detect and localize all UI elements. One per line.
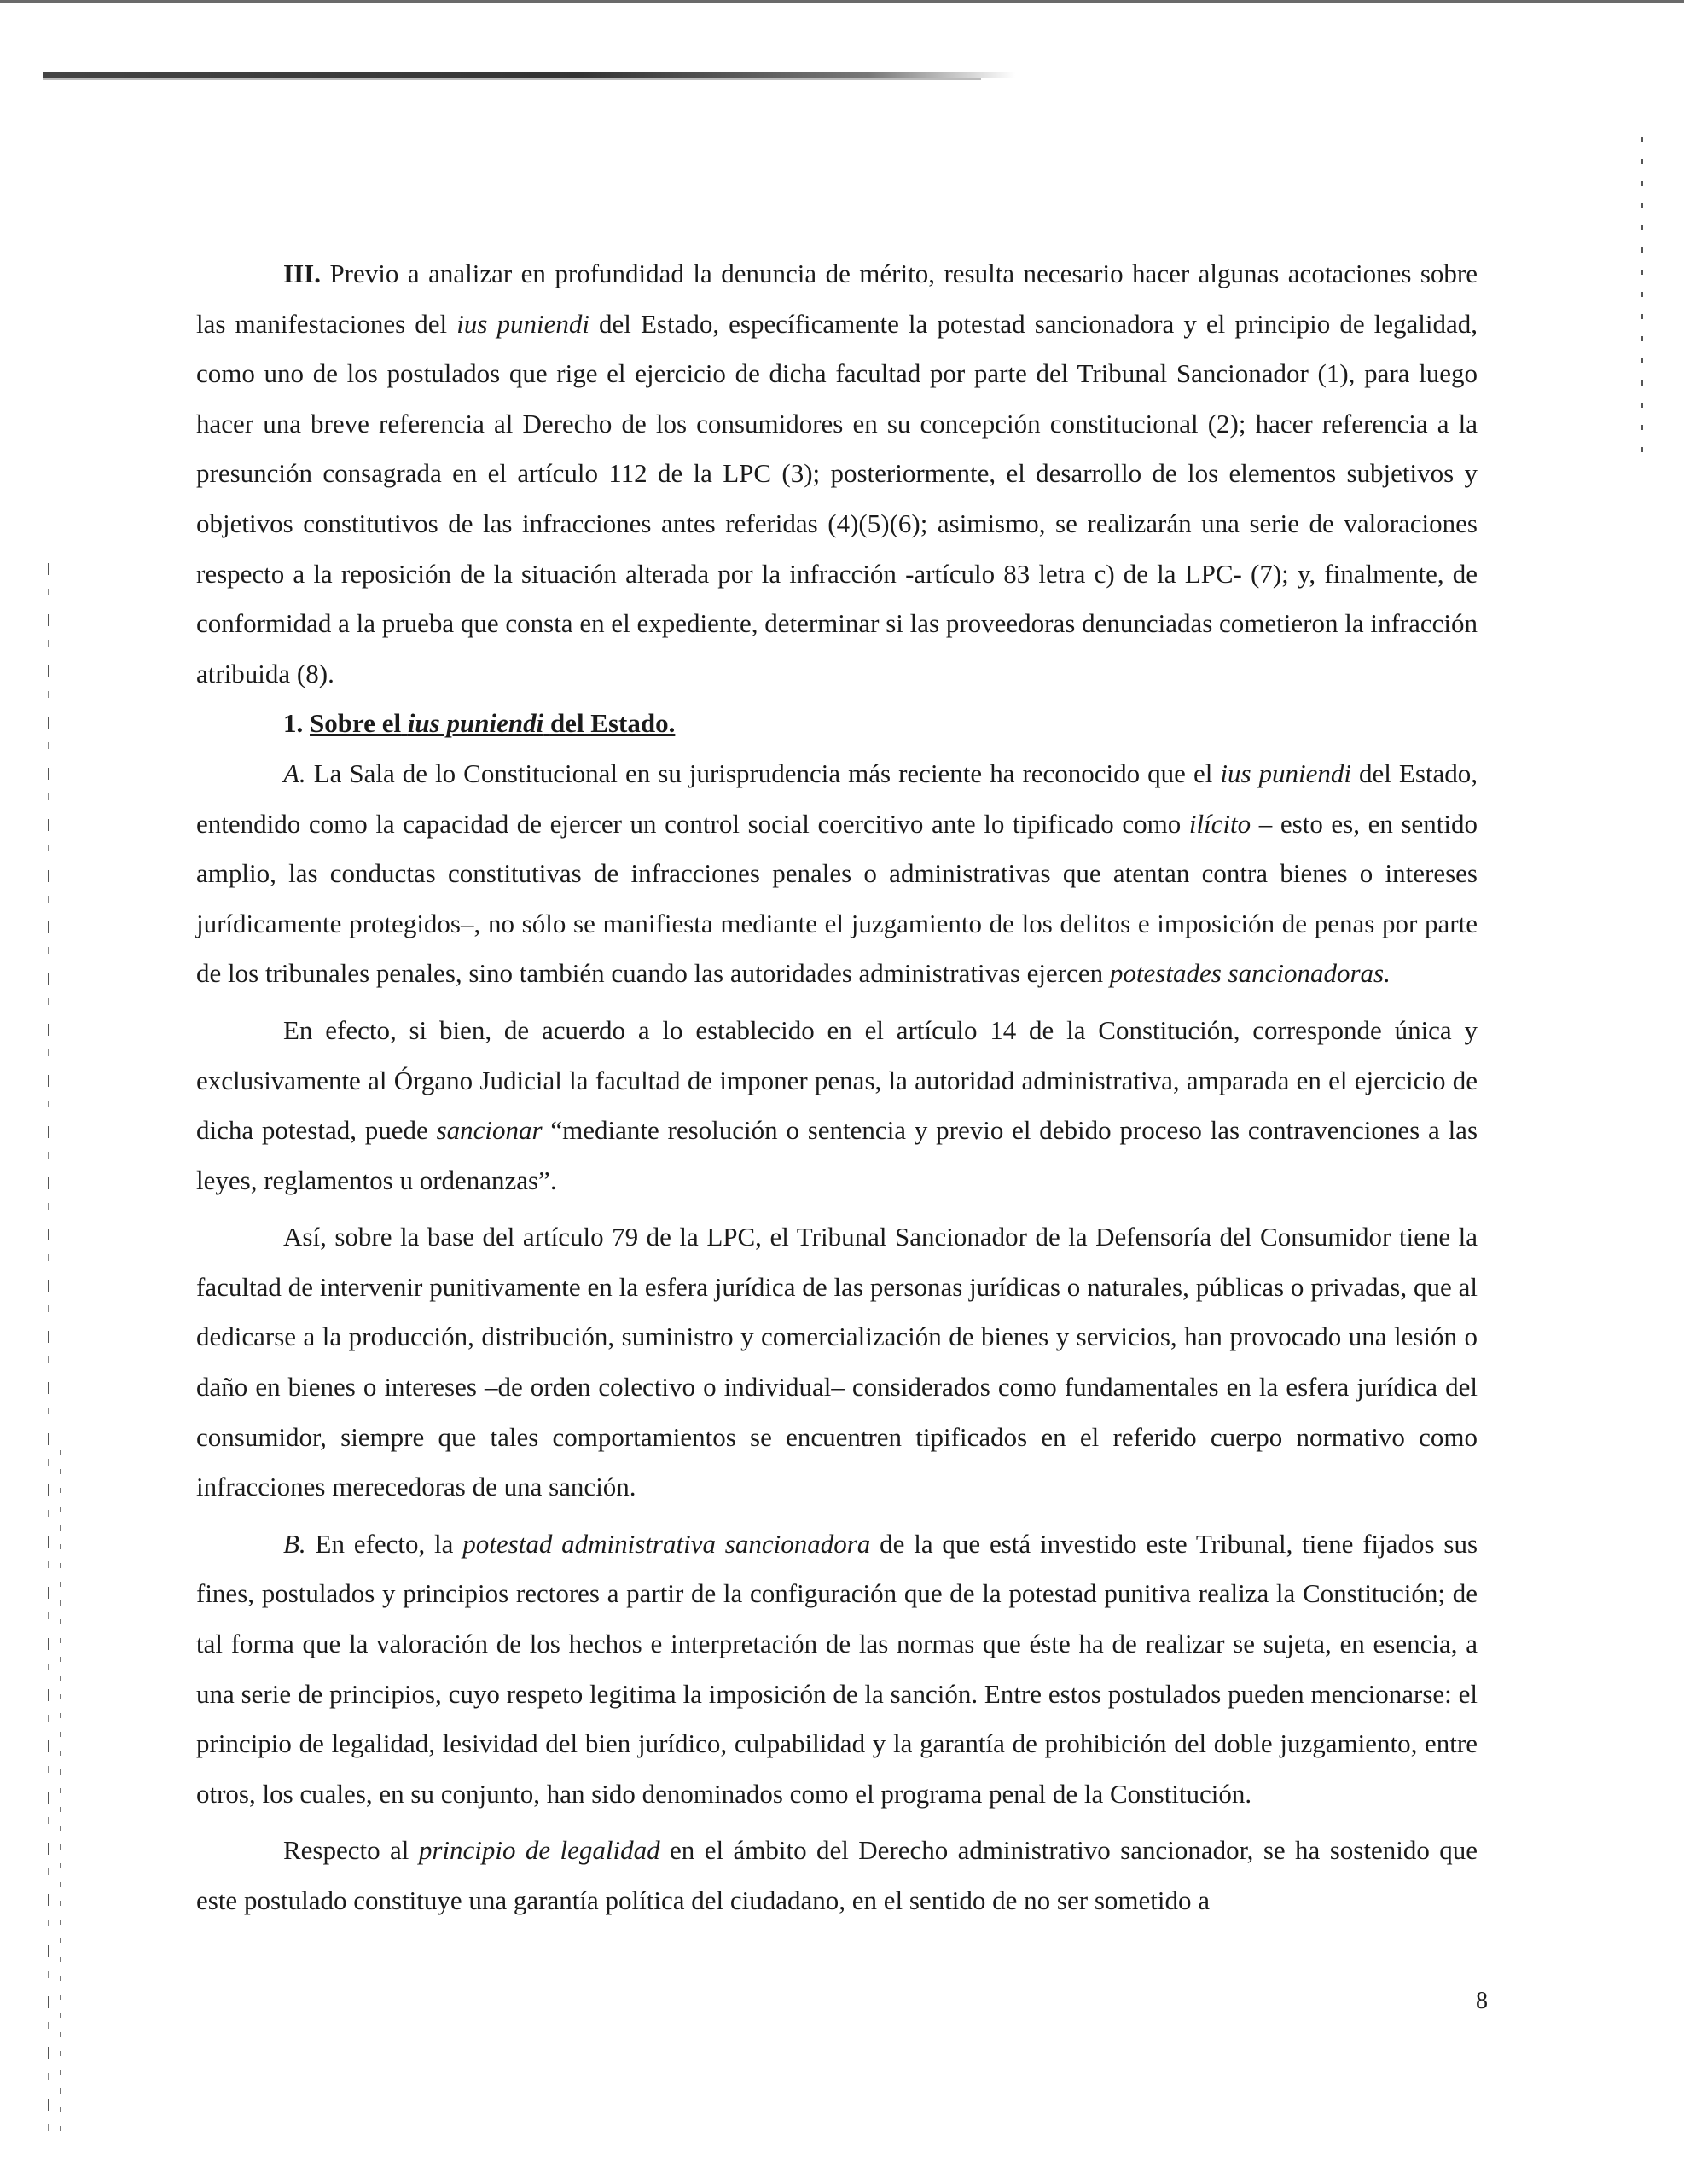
paragraph-letter: A. [283, 758, 306, 788]
page-number: 8 [1476, 1988, 1488, 2014]
scan-left-margin-artifact [48, 563, 49, 2133]
heading-term: ius puniendi [407, 708, 544, 739]
paragraph-letter: B. [283, 1528, 306, 1559]
section-numeral: III. [283, 258, 321, 288]
scan-right-margin-artifact [1641, 136, 1643, 461]
scan-left-margin-artifact-2 [60, 1450, 61, 2133]
paragraph-a: A. La Sala de lo Constitucional en su jurisprudencia más reciente ha reconocido que el ius puniendi del Estado, entendido como la capacidad de ejercer un control social coercitivo ante lo tipificado como ilícito – esto es, en sentido amplio, las conductas constitutivas de infracciones penales o administrativas que atentan contra bienes o intereses jurídicamente protegidos–, no sólo se manifiesta mediante el juzgamiento de los delitos e imposición de penas por parte de los tribunales penales, sino también cuando las autoridades administrativas ejercen potestades sancionadoras. [196, 758, 1478, 989]
header-rule [43, 72, 1015, 78]
paragraph-respecto: Respecto al principio de legalidad en el ámbito del Derecho administrativo sancionador, se ha sostenido que este postulado constituye una garantía política del ciudadano, en el sentido de no ser sometido a [196, 1835, 1478, 1915]
term-ius-puniendi: ius puniendi [456, 308, 589, 339]
scan-top-edge [0, 0, 1684, 3]
paragraph-asi: Así, sobre la base del artículo 79 de la LPC, el Tribunal Sancionador de la Defensoría del Consumidor tiene la facultad de intervenir punitivamente en la esfera jurídica de las personas jurídicas o naturales, públicas o privadas, que al dedicarse a la producción, distribución, suministro y comercialización de bienes y servicios, han provocado una lesión o daño en bienes o intereses –de orden colectivo o individual– considerados como fundamentales en la esfera jurídica del consumidor, siempre que tales comportamientos se encuentren tipificados en el referido cuerpo normativo como infracciones merecedoras de una sanción. [196, 1222, 1478, 1502]
paragraph-en-efecto: En efecto, si bien, de acuerdo a lo establecido en el artículo 14 de la Constitución, corresponde única y exclusivamente al Órgano Judicial la facultad de imponer penas, la autoridad administrativa, amparada en el ejercicio de dicha potestad, puede sancionar “mediante resolución o sentencia y previo el debido proceso las contravenciones a las leyes, reglamentos u ordenanzas”. [196, 1014, 1478, 1195]
paragraph-intro: III. Previo a analizar en profundidad la denuncia de mérito, resulta necesario hacer algunas acotaciones sobre las manifestaciones del ius puniendi del Estado, específicamente la potestad sancionadora y el principio de legalidad, como uno de los postulados que rige el ejercicio de dicha facultad por parte del Tribunal Sancionador (1), para luego hacer una breve referencia al Derecho de los consumidores en su concepción constitucional (2); hacer referencia a la presunción consagrada en el artículo 112 de la LPC (3); posteriormente, el desarrollo de los elementos subjetivos y objetivos constitutivos de las infracciones antes referidas (4)(5)(6); asimismo, se realizarán una serie de valoraciones respecto a la reposición de la situación alterada por la infracción -artículo 83 letra c) de la LPC- (7); y, finalmente, de conformidad a la prueba que consta en el expediente, determinar si las proveedoras denunciadas cometieron la infracción atribuida (8). [196, 258, 1478, 688]
paragraph-b: B. En efecto, la potestad administrativa sancionadora de la que está investido este Tribunal, tiene fijados sus fines, postulados y principios rectores a partir de la configuración que de la potestad punitiva realiza la Constitución; de tal forma que la valoración de los hechos e interpretación de las normas que éste ha de realizar se sujeta, en esencia, a una serie de principios, cuyo respeto legitima la imposición de la sanción. Entre estos postulados pueden mencionarse: el principio de legalidad, lesividad del bien jurídico, culpabilidad y la garantía de prohibición del doble juzgamiento, entre otros, los cuales, en su conjunto, han sido denominados como el programa penal de la Constitución. [196, 1528, 1478, 1809]
section-heading-1: 1. Sobre el ius puniendi del Estado. [283, 708, 676, 739]
document-body [196, 249, 1478, 1926]
